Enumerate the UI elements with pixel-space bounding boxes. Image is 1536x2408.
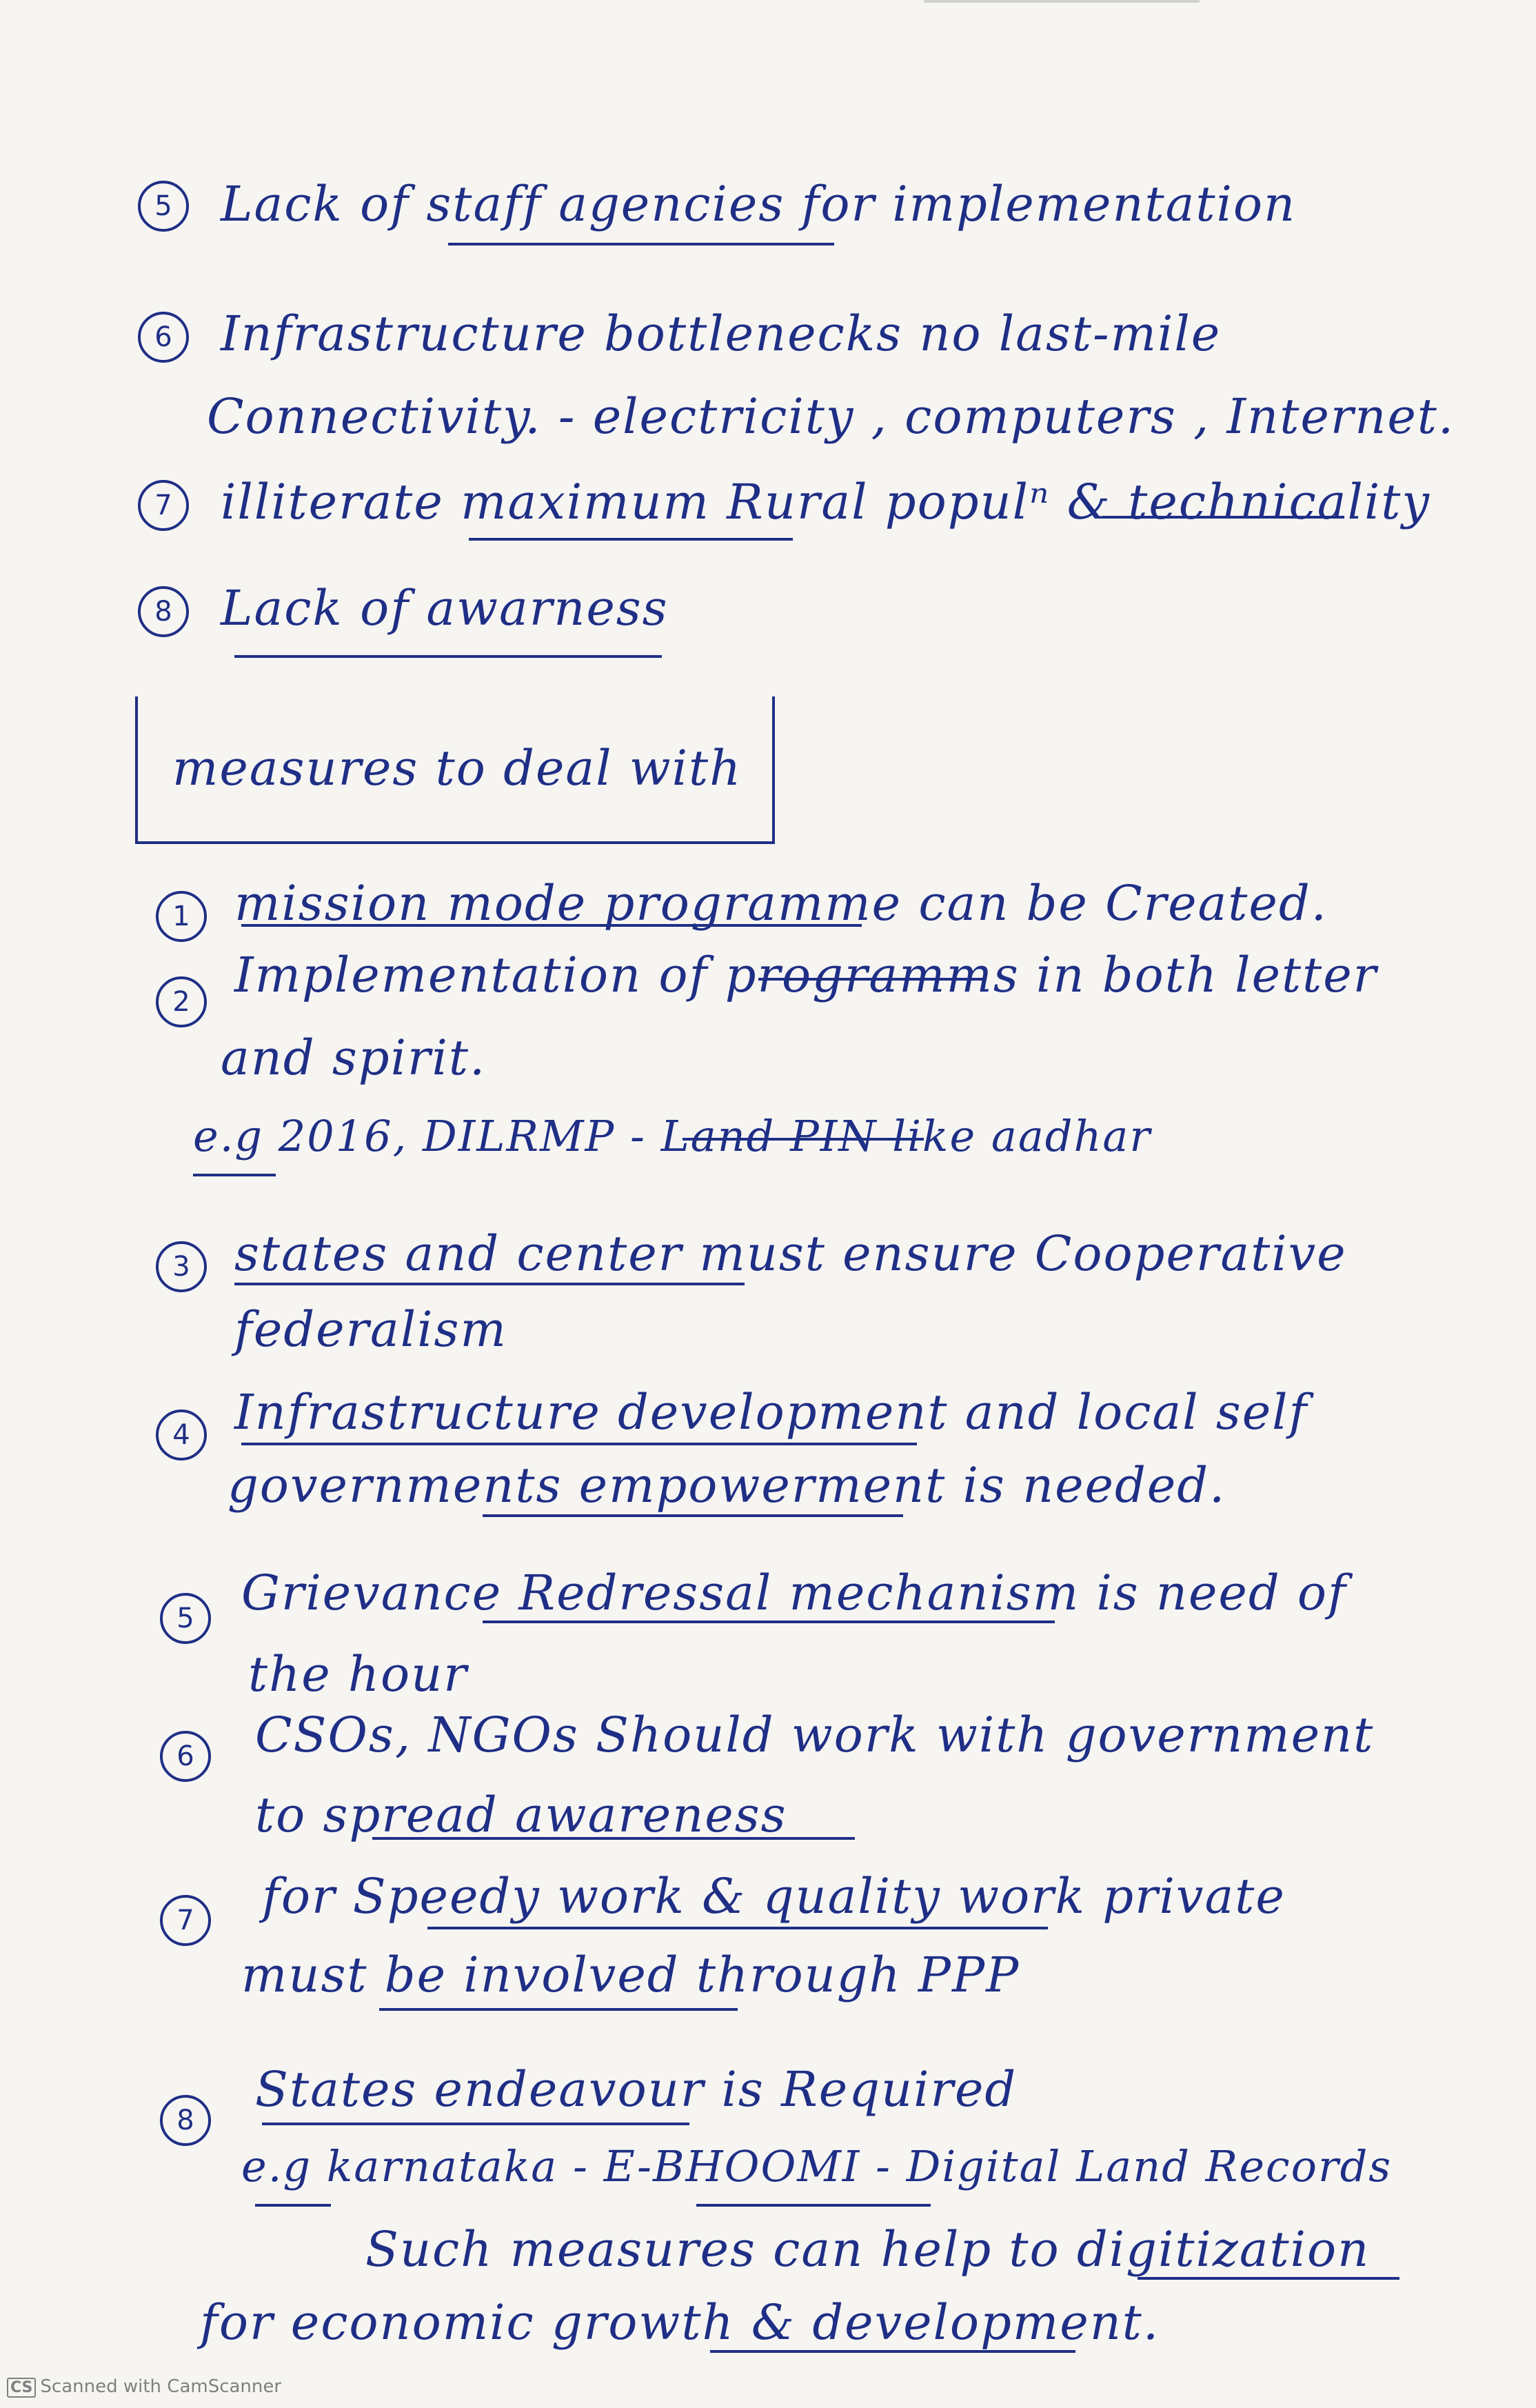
underline	[1138, 2277, 1399, 2280]
measure-line: for Speedy work & quality work private	[262, 1868, 1286, 1925]
measure-number: 4	[156, 1409, 207, 1461]
measure-number: 3	[156, 1241, 207, 1292]
underline	[193, 1174, 276, 1176]
underline	[469, 538, 793, 541]
measure-number: 5	[160, 1593, 211, 1644]
measure-line: and spirit.	[221, 1030, 487, 1086]
underline	[483, 1621, 1055, 1623]
underline	[372, 1837, 855, 1840]
measure-number: 1	[156, 891, 207, 942]
section-heading: measures to deal with	[172, 740, 742, 796]
measure-line: States endeavour is Required	[255, 2061, 1018, 2118]
measure-number: 8	[160, 2095, 211, 2146]
problem-line: Infrastructure bottlenecks no last-mile	[221, 305, 1222, 362]
underline	[758, 978, 986, 981]
underline	[448, 243, 834, 245]
measure-line: e.g 2016, DILRMP - Land PIN like aadhar	[193, 1111, 1152, 1161]
problem-line: Lack of awarness	[221, 580, 669, 636]
underline	[483, 1514, 903, 1517]
camscanner-logo: CS	[7, 2378, 36, 2398]
measure-number: 7	[160, 1895, 211, 1946]
measure-number: 6	[160, 1731, 211, 1782]
underline	[696, 2204, 931, 2207]
measure-line: governments empowerment is needed.	[228, 1457, 1226, 1514]
problem-line: Connectivity. - electricity , computers , Internet.	[207, 388, 1455, 445]
scanner-watermark	[7, 2376, 281, 2398]
measure-line: federalism	[234, 1301, 507, 1358]
underline	[234, 1283, 745, 1285]
problem-number: 7	[138, 480, 189, 531]
problem-line: illiterate maximum Rural populⁿ & technicality	[221, 474, 1431, 530]
conclusion-line: Such measures can help to digitization	[365, 2221, 1371, 2278]
measure-line: the hour	[248, 1646, 468, 1703]
underline	[427, 1927, 1048, 1929]
problem-number: 5	[138, 181, 189, 232]
underline	[234, 655, 662, 658]
measure-line: Infrastructure development and local self	[234, 1384, 1308, 1441]
underline	[255, 2204, 331, 2207]
conclusion-line: for economic growth & development.	[200, 2294, 1160, 2351]
underline	[241, 1443, 917, 1445]
measure-line: Implementation of programms in both letter	[234, 947, 1378, 1003]
problem-number: 6	[138, 312, 189, 363]
problem-number: 8	[138, 586, 189, 637]
underline	[379, 2008, 738, 2011]
measure-line: must be involved through PPP	[241, 1947, 1020, 2003]
scan-edge-mark	[924, 0, 1200, 3]
measure-line: mission mode programme can be Created.	[234, 875, 1328, 932]
underline	[683, 1138, 924, 1141]
problem-line: Lack of staff agencies for implementation	[221, 176, 1297, 232]
measure-line: Grievance Redressal mechanism is need of	[241, 1565, 1347, 1621]
measure-line: CSOs, NGOs Should work with government	[255, 1707, 1375, 1763]
underline	[1103, 516, 1344, 519]
watermark-text: Scanned with CamScanner	[40, 2376, 282, 2397]
measure-line: states and center must ensure Cooperative	[234, 1225, 1347, 1282]
measure-line: e.g karnataka - E-BHOOMI - Digital Land Records	[241, 2141, 1393, 2191]
measure-line: to spread awareness	[255, 1787, 787, 1843]
underline	[710, 2350, 1075, 2353]
underline	[241, 924, 862, 927]
underline	[262, 2123, 689, 2125]
measure-number: 2	[156, 976, 207, 1027]
